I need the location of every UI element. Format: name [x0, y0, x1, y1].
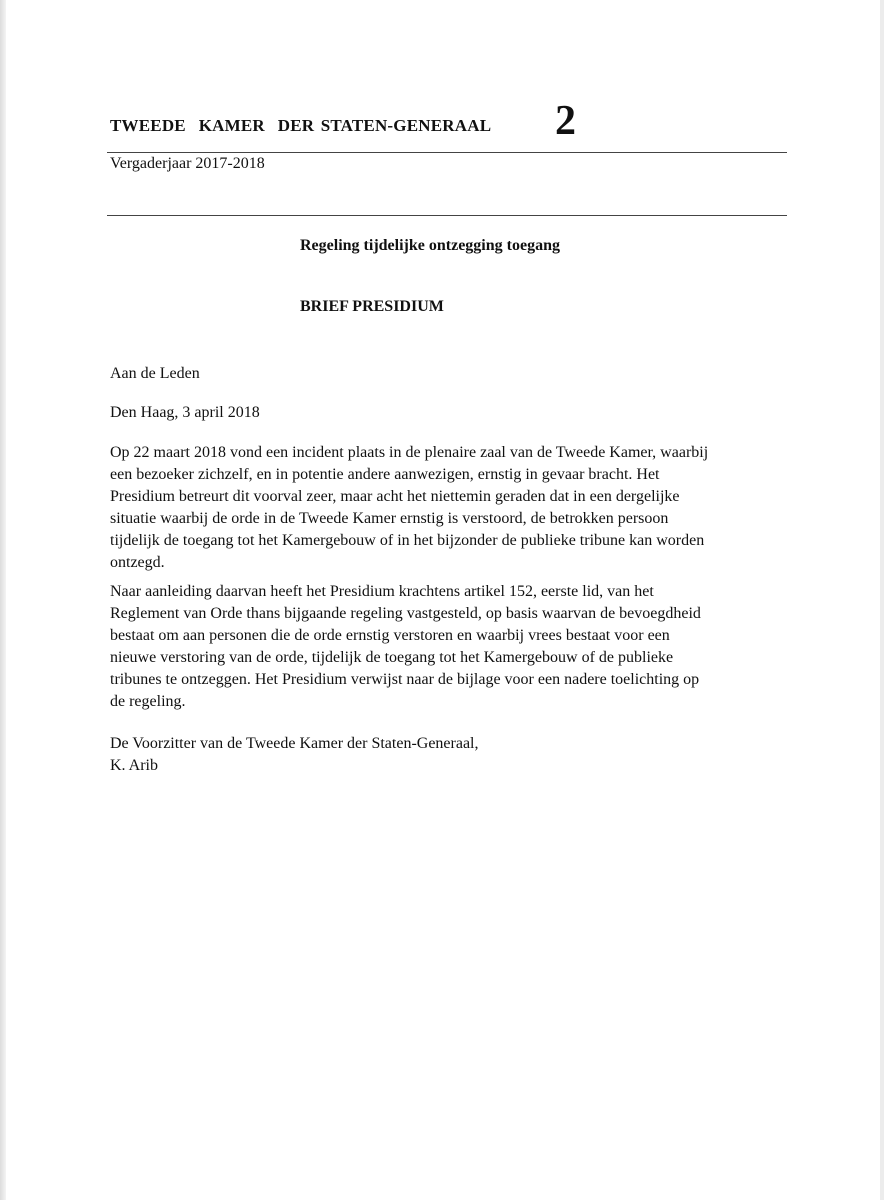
paragraph-line: Presidium betreurt dit voorval zeer, maar acht het niettemin geraden dat in een dergelijke	[110, 488, 680, 505]
signature-block	[110, 733, 479, 777]
page-shadow-right	[880, 0, 884, 1200]
body-paragraph-2	[110, 581, 810, 713]
paragraph-line: bestaat om aan personen die de orde ernstig verstoren en waarbij vrees bestaat voor een	[110, 627, 670, 644]
paragraph-line: situatie waarbij de orde in de Tweede Kamer ernstig is verstoord, de betrokken persoon	[110, 510, 669, 527]
header-divider	[107, 152, 787, 153]
paragraph-line: tijdelijk de toegang tot het Kamergebouw of in het bijzonder de publieke tribune kan worden	[110, 532, 705, 549]
paragraph-line: ontzegd.	[110, 554, 165, 571]
document-type: BRIEF PRESIDIUM	[300, 298, 444, 315]
paragraph-line: nieuwe verstoring van de orde, tijdelijk de toegang tot het Kamergebouw of de publieke	[110, 649, 674, 666]
paragraph-line: een bezoeker zichzelf, en in potentie andere aanwezigen, ernstig in gevaar bracht. Het	[110, 466, 660, 483]
addressee: Aan de Leden	[110, 365, 200, 382]
paragraph-line: Reglement van Orde thans bijgaande regeling vastgesteld, op basis waarvan de bevoegdheid	[110, 605, 701, 622]
document-subject: Regeling tijdelijke ontzegging toegang	[300, 237, 560, 254]
document-header	[110, 98, 790, 154]
signatory-name: K. Arib	[110, 757, 158, 774]
signatory-title: De Voorzitter van de Tweede Kamer der Staten-Generaal,	[110, 735, 479, 752]
place-date: Den Haag, 3 april 2018	[110, 404, 260, 421]
paragraph-line: Op 22 maart 2018 vond een incident plaats in de plenaire zaal van de Tweede Kamer, waarbij	[110, 444, 709, 461]
paragraph-line: tribunes te ontzeggen. Het Presidium verwijst naar de bijlage voor een nadere toelichting op	[110, 671, 700, 688]
page-shadow-left	[0, 0, 6, 1200]
document-number: 2	[555, 98, 576, 144]
institution-name: TWEEDE KAMER DER STATEN-GENERAAL	[110, 116, 492, 135]
paragraph-line: de regeling.	[110, 693, 186, 710]
section-divider	[107, 215, 787, 216]
body-paragraph-1	[110, 442, 810, 574]
session-year: Vergaderjaar 2017-2018	[110, 155, 265, 172]
paragraph-line: Naar aanleiding daarvan heeft het Presidium krachtens artikel 152, eerste lid, van het	[110, 583, 654, 600]
